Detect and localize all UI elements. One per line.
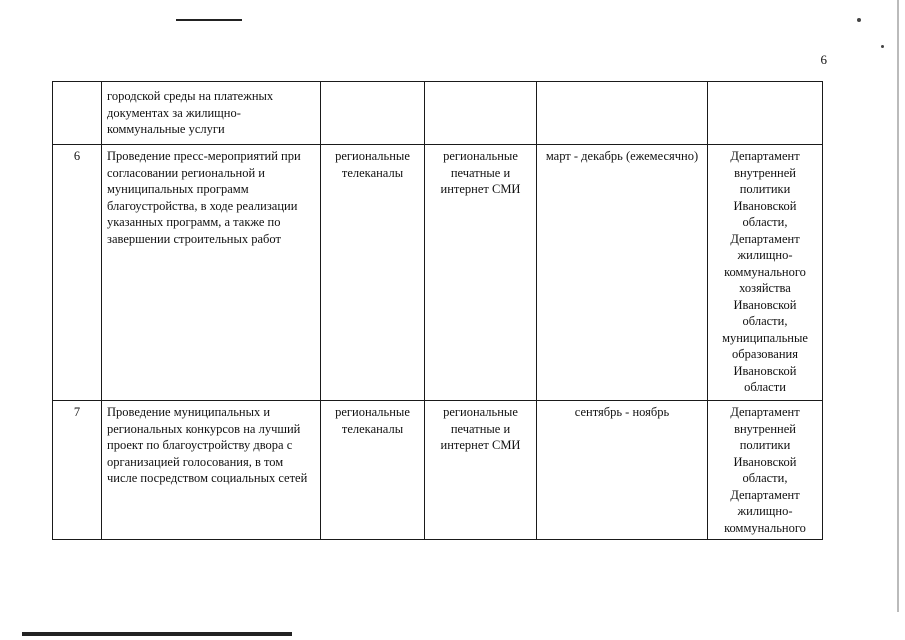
broadcast-channel: региональные телеканалы [321,401,425,540]
event-period [537,82,708,145]
scan-artifact-bottom-line [22,632,292,636]
broadcast-channel: региональные телеканалы [321,145,425,401]
media-outlet [425,82,537,145]
scan-artifact-top-line [176,19,242,21]
responsible-party: Департамент внутренней политики Ивановской области, Департамент жилищно-коммунального [708,401,823,540]
media-outlet: региональные печатные и интернет СМИ [425,145,537,401]
responsible-party: Департамент внутренней политики Ивановской области, Департамент жилищно-коммунального хозяйства Ивановской области, муниципальные образования Ивановской области [708,145,823,401]
events-table [52,81,823,540]
row-number: 6 [53,145,102,401]
row-number: 7 [53,401,102,540]
table-row [53,82,823,145]
scan-artifact-speck [881,45,884,48]
scan-artifact-right-edge [897,0,899,612]
event-description: Проведение пресс-мероприятий при согласовании региональной и муниципальных программ благоустройства, в ходе реализации указанных программ, а также по завершении строительных работ [102,145,321,401]
event-description: Проведение муниципальных и региональных конкурсов на лучший проект по благоустройству двора с организацией голосования, в том числе посредством социальных сетей [102,401,321,540]
event-period: сентябрь - ноябрь [537,401,708,540]
event-period: март - декабрь (ежемесячно) [537,145,708,401]
page-number: 6 [820,52,827,67]
row-number [53,82,102,145]
table-row [53,145,823,401]
broadcast-channel [321,82,425,145]
responsible-party [708,82,823,145]
media-outlet: региональные печатные и интернет СМИ [425,401,537,540]
scan-artifact-speck [857,18,861,22]
table-row [53,401,823,540]
event-description: городской среды на платежных документах за жилищно-коммунальные услуги [102,82,321,145]
